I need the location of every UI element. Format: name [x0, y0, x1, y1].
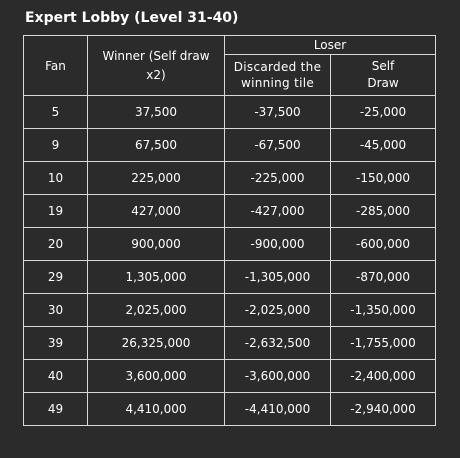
table-header: [24, 36, 436, 96]
fan-cell: 39: [24, 327, 88, 360]
fan-cell: 40: [24, 360, 88, 393]
discarded-cell: -2,025,000: [225, 294, 331, 327]
table-row: [24, 96, 436, 129]
winner-cell: 67,500: [88, 129, 225, 162]
table-row: [24, 129, 436, 162]
discarded-header-line2: winning tile: [240, 76, 315, 90]
self-draw-cell: -2,400,000: [331, 360, 436, 393]
self-draw-cell: -870,000: [331, 261, 436, 294]
winner-header-line2: x2): [146, 67, 166, 82]
table-row: [24, 327, 436, 360]
table-row: [24, 393, 436, 426]
fan-cell: 49: [24, 393, 88, 426]
fan-cell: 30: [24, 294, 88, 327]
fan-cell: 20: [24, 228, 88, 261]
loser-group-header: Loser: [225, 36, 436, 55]
table-body: [24, 96, 436, 426]
self-draw-cell: -285,000: [331, 195, 436, 228]
discarded-cell: -2,632,500: [225, 327, 331, 360]
fan-cell: 19: [24, 195, 88, 228]
self-draw-cell: -25,000: [331, 96, 436, 129]
fan-cell: 29: [24, 261, 88, 294]
self-draw-cell: -1,350,000: [331, 294, 436, 327]
discarded-cell: -1,305,000: [225, 261, 331, 294]
fan-cell: 10: [24, 162, 88, 195]
payout-table: [23, 35, 436, 426]
discarded-cell: -67,500: [225, 129, 331, 162]
discarded-cell: -225,000: [225, 162, 331, 195]
discarded-cell: -427,000: [225, 195, 331, 228]
table-row: [24, 162, 436, 195]
self-draw-cell: -45,000: [331, 129, 436, 162]
self-draw-cell: -2,940,000: [331, 393, 436, 426]
winner-cell: 26,325,000: [88, 327, 225, 360]
table-row: [24, 294, 436, 327]
self-draw-cell: -1,755,000: [331, 327, 436, 360]
page-title: Expert Lobby (Level 31-40): [25, 10, 239, 26]
winner-cell: 1,305,000: [88, 261, 225, 294]
winner-cell: 900,000: [88, 228, 225, 261]
self-draw-cell: -150,000: [331, 162, 436, 195]
discarded-cell: -900,000: [225, 228, 331, 261]
discarded-cell: -3,600,000: [225, 360, 331, 393]
table-row: [24, 261, 436, 294]
fan-cell: 5: [24, 96, 88, 129]
self-draw-cell: -600,000: [331, 228, 436, 261]
fan-cell: 9: [24, 129, 88, 162]
winner-cell: 427,000: [88, 195, 225, 228]
discarded-header-line1: Discarded the: [233, 60, 322, 74]
discarded-cell: -37,500: [225, 96, 331, 129]
table-row: [24, 228, 436, 261]
winner-cell: 3,600,000: [88, 360, 225, 393]
winner-column-header: [88, 36, 225, 96]
winner-cell: 225,000: [88, 162, 225, 195]
self-draw-header-line1: Self: [371, 59, 395, 73]
self-draw-header-line2: Draw: [367, 76, 399, 90]
winner-cell: 4,410,000: [88, 393, 225, 426]
table-row: [24, 195, 436, 228]
discarded-column-header: [225, 55, 331, 96]
header-row-top: [24, 36, 436, 55]
table-row: [24, 360, 436, 393]
discarded-cell: -4,410,000: [225, 393, 331, 426]
fan-column-header: Fan: [24, 36, 88, 96]
winner-cell: 37,500: [88, 96, 225, 129]
winner-header-line1: Winner (Self draw: [102, 48, 210, 63]
self-draw-column-header: [331, 55, 436, 96]
winner-cell: 2,025,000: [88, 294, 225, 327]
